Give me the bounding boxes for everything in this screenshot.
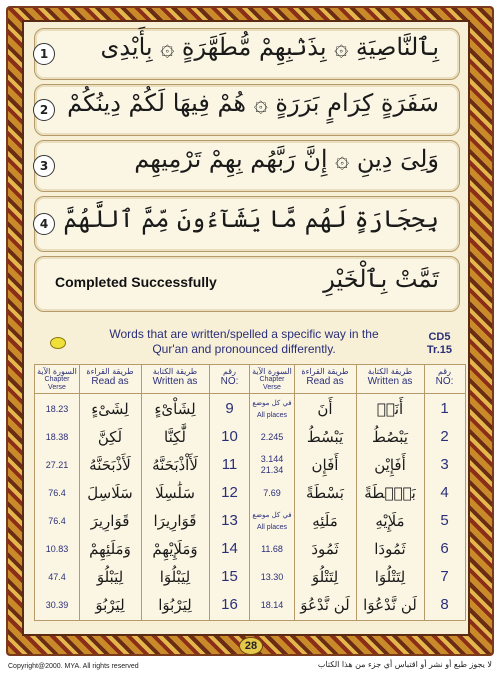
table-row [35, 395, 250, 423]
read-as: لَكِنَّ [97, 428, 123, 446]
chapter-verse: 76.4 [48, 516, 66, 526]
page-content [22, 20, 470, 636]
row-number: 13 [221, 512, 238, 529]
written-as: لِيَبْلُوَا [159, 568, 191, 586]
table-row [250, 563, 465, 591]
track-number: Tr.15 [426, 344, 452, 356]
row-number: 11 [221, 456, 238, 473]
arabic-text: تَمَّتْ بِٱلْخَيْرِ [323, 265, 439, 293]
chapter-verse: 2.245 [260, 432, 284, 442]
chapter-verse: في كل موضع All places [252, 511, 292, 531]
recitation-line-3 [34, 140, 460, 192]
row-number: 14 [221, 540, 238, 557]
info-text: Words that are written/spelled a specific way in the Qur'an and pronounced differently. [109, 327, 379, 356]
written-as: لِيَرْبُوَا [158, 596, 192, 614]
words-table-left [34, 364, 251, 621]
written-as: لِتَتْلُوَا [374, 568, 406, 586]
table-header [250, 365, 465, 394]
recitation-line-4 [34, 196, 460, 252]
read-as: يَبْسُطُ [306, 428, 344, 446]
row-number: 4 [440, 484, 449, 501]
arabic-text: سَفَرَةٍ كِرَامٍ بَرَرَةٍ ۞ هُمْ فِيهَا لَكُمْ دِينُكُمْ [67, 89, 439, 117]
row-number: 7 [440, 568, 449, 585]
header-number: رقم NO: [435, 367, 454, 387]
header-read-as: طريقة القراءة Read as [301, 367, 349, 387]
table-row [35, 507, 250, 535]
recitation-line-1 [34, 28, 460, 80]
header-written-as: طريقة الكتابة Written as [152, 367, 198, 387]
table-row [250, 535, 465, 563]
written-as: أَنَا۠ [376, 400, 404, 418]
chapter-verse: 13.30 [260, 572, 284, 582]
row-number: 5 [440, 512, 449, 529]
read-as: لِيَبْلُوَ [96, 568, 124, 586]
table-row [35, 423, 250, 451]
row-number: 1 [440, 400, 449, 417]
table-header [35, 365, 250, 394]
chapter-verse: 11.68 [261, 544, 283, 554]
line-number: 4 [33, 213, 55, 235]
row-number: 9 [225, 400, 234, 417]
header-read-as: طريقة القراءة Read as [86, 367, 134, 387]
read-as: لَن نَّدْعُوَ [300, 596, 350, 614]
row-number: 2 [440, 428, 449, 445]
table-row [250, 507, 465, 535]
chapter-verse: 47.4 [48, 572, 66, 582]
chapter-verse: في كل موضع All places [252, 399, 292, 419]
written-as: لِشَاْىْءٍ [154, 400, 196, 418]
written-as: مَلَإِيْهِ [375, 512, 405, 530]
read-as: أَفَإِن [311, 456, 339, 474]
read-as: سَلَاسِلَ [87, 484, 133, 502]
read-as: لِشَىْءٍ [91, 400, 129, 418]
chapter-verse: 10.83 [45, 544, 69, 554]
read-as: بَسْطَةً [306, 484, 344, 502]
written-as: لَن نَّدْعُوَا [363, 596, 417, 614]
row-number: 10 [221, 428, 238, 445]
chapter-verse: 18.23 [45, 404, 69, 414]
row-number: 16 [221, 596, 238, 613]
header-written-as: طريقة الكتابة Written as [367, 367, 413, 387]
written-as: بَصْۜطَةً [364, 484, 416, 502]
read-as: أَنَ [317, 400, 333, 418]
table-row [250, 591, 465, 619]
header-chapter: السورة الآية Chapter Verse [37, 367, 77, 391]
row-number: 6 [440, 540, 449, 557]
table-row [35, 451, 250, 479]
line-number: 1 [33, 43, 55, 65]
line-number: 2 [33, 99, 55, 121]
chapter-verse: 18.14 [260, 600, 284, 610]
table-row [250, 395, 465, 423]
page-number: 28 [239, 637, 263, 655]
read-as: قَوَارِيرَ [90, 512, 130, 530]
written-as: وَمَلَإِيْهِمْ [152, 540, 198, 558]
recitation-line-2 [34, 84, 460, 136]
table-row [35, 535, 250, 563]
header-chapter: السورة الآية Chapter Verse [252, 367, 292, 391]
written-as: سَلَٰسِلَا [155, 484, 195, 502]
written-as: قَوَارِيرَا [153, 512, 197, 530]
row-number: 8 [440, 596, 449, 613]
words-table-right [249, 364, 466, 621]
read-as: لَأَذْبَحَنَّهُ [89, 456, 131, 474]
table-row [35, 591, 250, 619]
written-as: يَبْصُطُ [372, 428, 408, 446]
table-row [250, 451, 465, 479]
written-as: لَأَاْذْبَحَنَّهُ [152, 456, 198, 474]
info-bar [34, 327, 458, 359]
completed-label: Completed Successfully [55, 274, 217, 290]
row-number: 15 [221, 568, 238, 585]
read-as: وَمَلَئِهِمْ [89, 540, 131, 558]
footer-arabic-notice: لا يجوز طبع أو نشر أو اقتباس أي جزء من هذا الكتاب [317, 660, 492, 669]
completion-line [34, 256, 460, 312]
arabic-text: وَلِىَ دِينِ ۞ إِنَّ رَبَّهُم بِهِمْ تَرْمِيهِم [134, 145, 439, 173]
chapter-verse: 27.21 [45, 460, 69, 470]
read-as: لِيَرْبُوَ [95, 596, 125, 614]
row-number: 12 [221, 484, 238, 501]
arabic-text: بِحِجَارَةٍ لَهُم مَّا يَشَآءُونَ مِّمَّ ٱللَّهُمَّ [63, 205, 439, 233]
chapter-verse: 7.69 [263, 488, 281, 498]
chapter-verse: 18.38 [45, 432, 69, 442]
cd-track-label [427, 331, 452, 357]
written-as: ثَمُودَا [374, 540, 406, 558]
audio-cd-icon [50, 337, 66, 349]
read-as: مَلَئِهِ [312, 512, 338, 530]
read-as: ثَمُودَ [311, 540, 339, 558]
chapter-verse: 30.39 [45, 600, 69, 610]
chapter-verse: 3.144 21.34 [260, 454, 284, 475]
table-row [250, 423, 465, 451]
read-as: لِتَتْلُوَ [311, 568, 339, 586]
written-as: أَفَإِيْن [374, 456, 406, 474]
table-row [35, 563, 250, 591]
header-number: رقم NO: [220, 367, 239, 387]
chapter-verse: 76.4 [48, 488, 66, 498]
row-number: 3 [440, 456, 449, 473]
copyright-notice: Copyright@2000. MYA. All rights reserved [8, 663, 139, 670]
arabic-text: بِٱلنَّاصِيَةِ ۞ بِذَنۢبِهِمْ مُّطَهَّرَةٍ ۞ بِأَيْدِى [100, 33, 439, 61]
table-row [35, 479, 250, 507]
table-row [250, 479, 465, 507]
written-as: لَّٰكِنَّا [164, 428, 186, 446]
line-number: 3 [33, 155, 55, 177]
cd-number: CD5 [428, 331, 451, 343]
